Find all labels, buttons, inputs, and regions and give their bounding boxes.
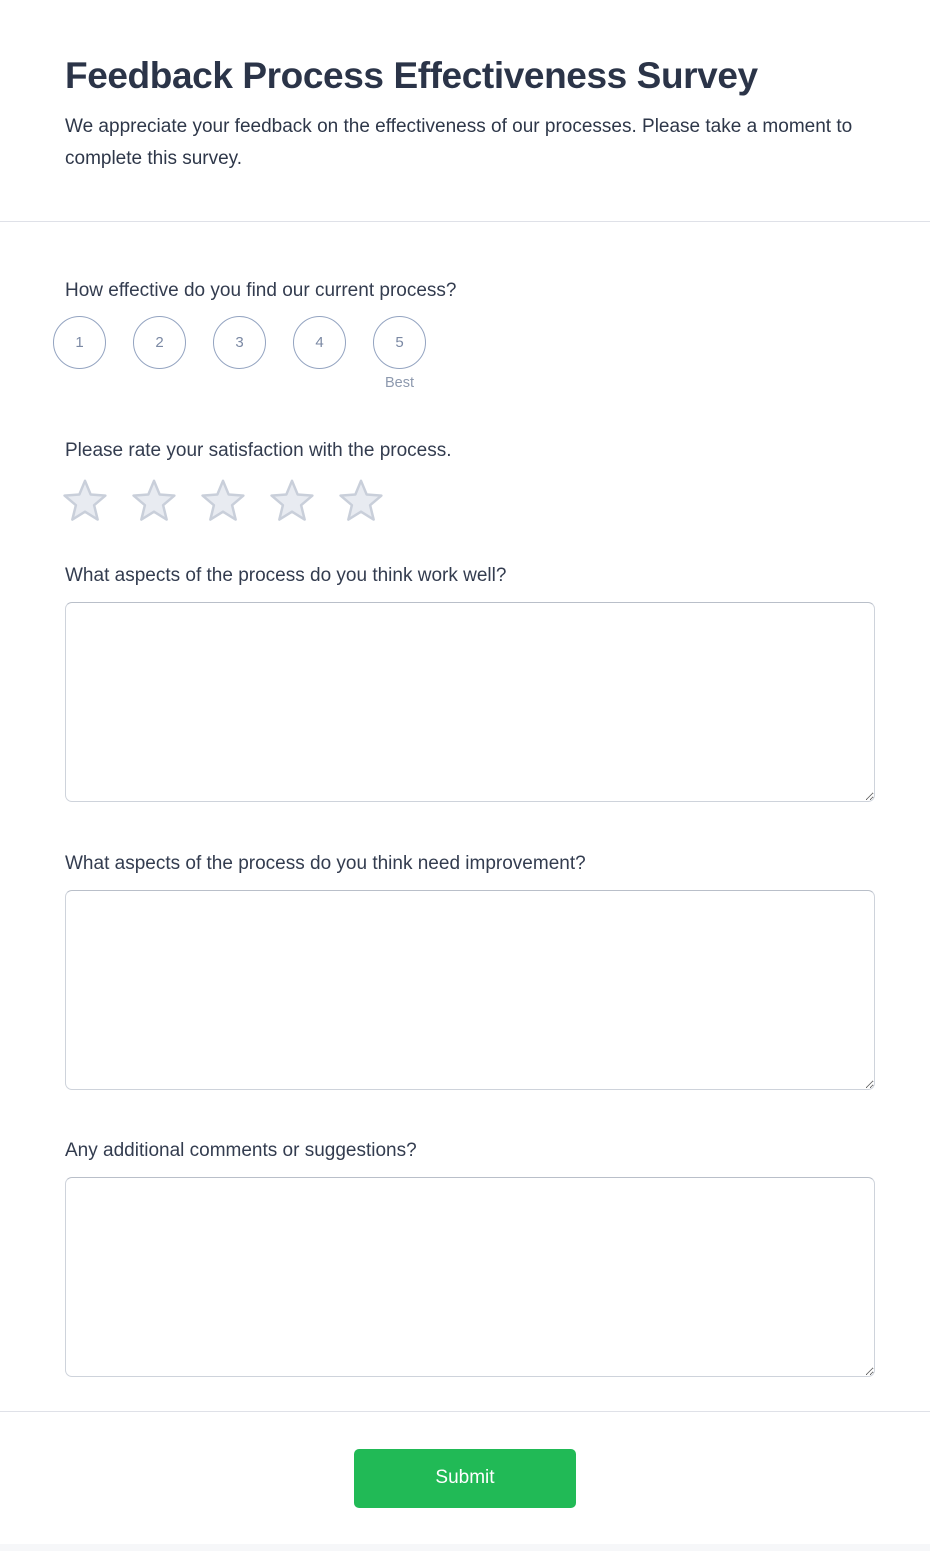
form-header (0, 0, 930, 175)
footer-divider (0, 1411, 930, 1412)
stars-question-label: Please rate your satisfaction with the process. (65, 439, 452, 461)
work-well-label: What aspects of the process do you think work well? (65, 564, 507, 586)
star-icon (338, 477, 384, 523)
star-2[interactable] (131, 477, 177, 523)
work-well-textarea[interactable] (65, 602, 875, 802)
page-bottom-strip (0, 1544, 930, 1551)
comments-label: Any additional comments or suggestions? (65, 1139, 417, 1161)
scale-item-5 (373, 316, 426, 393)
page-subtitle: We appreciate your feedback on the effectiveness of our processes. Please take a moment to complete this survey. (65, 115, 853, 169)
scale-question-label: How effective do you find our current process? (65, 279, 457, 301)
scale-option-2[interactable]: 2 (133, 316, 186, 369)
scale-option-3[interactable]: 3 (213, 316, 266, 369)
star-5[interactable] (338, 477, 384, 523)
star-icon (131, 477, 177, 523)
star-4[interactable] (269, 477, 315, 523)
header-divider (0, 221, 930, 222)
question-scale (65, 279, 875, 393)
stars-row (62, 477, 875, 523)
scale-option-4[interactable]: 4 (293, 316, 346, 369)
submit-button[interactable]: Submit (354, 1449, 576, 1508)
question-improvement (65, 852, 875, 1090)
star-icon (200, 477, 246, 523)
page-title: Feedback Process Effectiveness Survey (65, 55, 758, 96)
comments-textarea[interactable] (65, 1177, 875, 1377)
scale-option-5[interactable]: 5 (373, 316, 426, 369)
scale-item-3 (213, 316, 266, 393)
star-icon (269, 477, 315, 523)
question-work-well (65, 564, 875, 802)
scale-best-caption: Best (384, 374, 414, 391)
improvement-textarea[interactable] (65, 890, 875, 1090)
form-body (0, 279, 930, 1377)
improvement-label: What aspects of the process do you think need improvement? (65, 852, 586, 874)
submit-row (0, 1449, 930, 1508)
scale-item-4 (293, 316, 346, 393)
star-1[interactable] (62, 477, 108, 523)
question-stars (65, 439, 875, 523)
star-icon (62, 477, 108, 523)
scale-options-row (53, 316, 875, 393)
scale-option-1[interactable]: 1 (53, 316, 106, 369)
scale-item-2 (133, 316, 186, 393)
question-comments (65, 1139, 875, 1377)
star-3[interactable] (200, 477, 246, 523)
scale-item-1 (53, 316, 106, 393)
